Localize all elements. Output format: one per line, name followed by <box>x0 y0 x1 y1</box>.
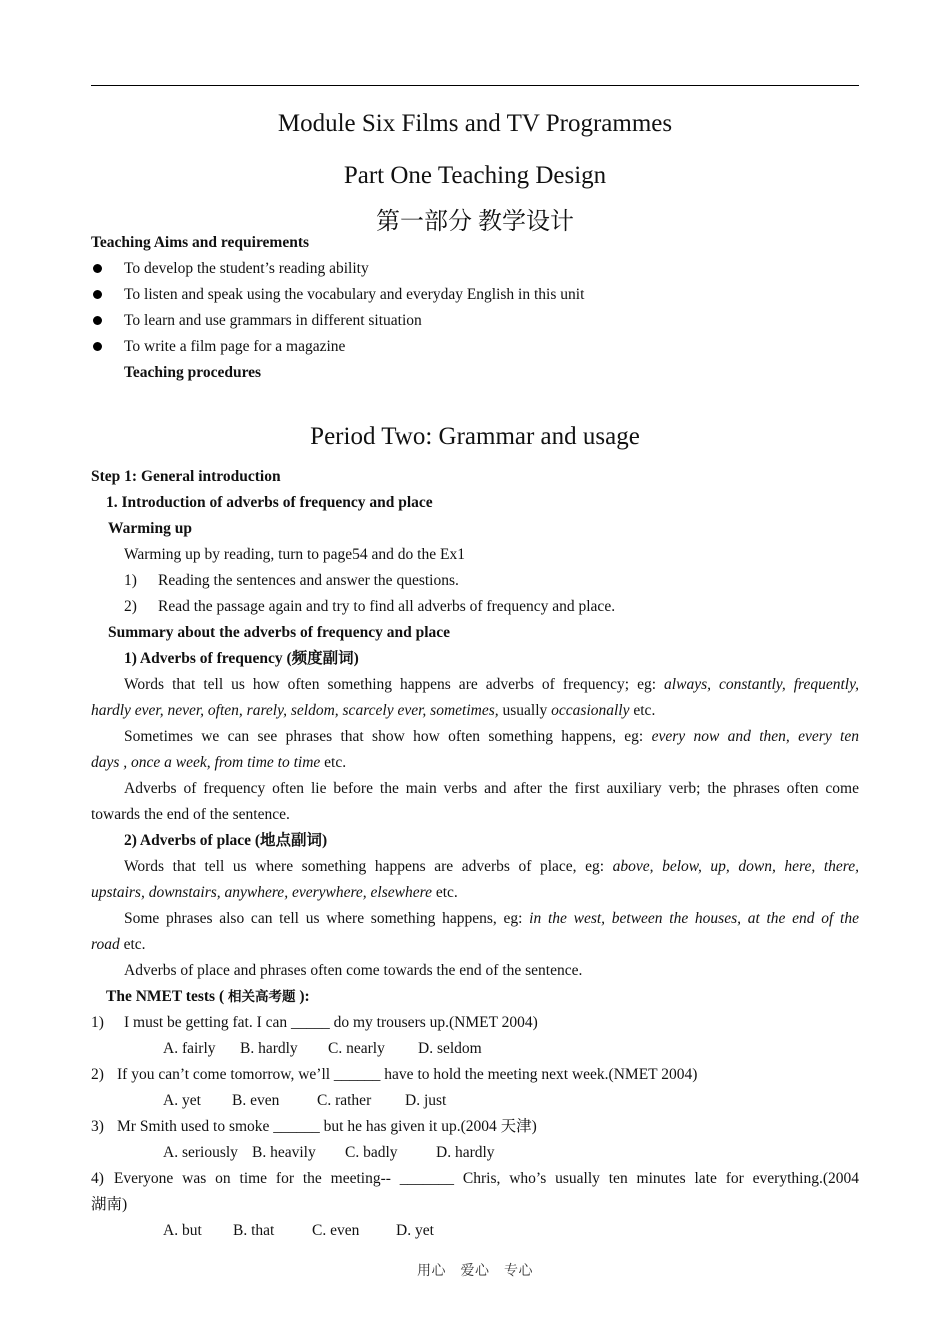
aim-item: To develop the student’s reading ability <box>124 260 369 277</box>
option: D. yet <box>396 1222 434 1239</box>
aim-item: To learn and use grammars in different situation <box>124 312 422 329</box>
place-paragraph-line: upstairs, downstairs, anywhere, everywhere, elsewhere etc. <box>91 884 458 901</box>
nmet-heading: The NMET tests ( 相关高考题 ): <box>106 988 310 1005</box>
page-footer: 用心 爱心 专心 <box>417 1264 533 1279</box>
part-title-cn: 第一部分 教学设计 <box>376 209 574 235</box>
option: D. hardly <box>436 1144 495 1161</box>
question-text: If you can’t come tomorrow, we’ll ______ have to hold the meeting next week.(NMET 2004) <box>117 1066 698 1083</box>
option: C. even <box>312 1222 360 1239</box>
aim-item: To listen and speak using the vocabulary and everyday English in this unit <box>124 286 585 303</box>
option: A. yet <box>163 1092 201 1109</box>
bullet-icon <box>93 264 102 273</box>
option: B. that <box>233 1222 275 1239</box>
place-heading: 2) Adverbs of place (地点副词) <box>124 832 328 849</box>
option: A. seriously <box>163 1144 238 1161</box>
option: B. even <box>232 1092 280 1109</box>
frequency-paragraph-line: Words that tell us how often something happens are adverbs of frequency; eg: always, constantly, frequently, <box>124 676 859 693</box>
aims-heading: Teaching Aims and requirements <box>91 234 310 251</box>
place-phrases-line: Some phrases also can tell us where something happens, eg: in the west, between the houses, at the end of the <box>124 910 859 927</box>
question-number: 3) <box>91 1118 104 1135</box>
frequency-phrases-line: Sometimes we can see phrases that show how often something happens, eg: every now and then, every ten <box>124 728 859 745</box>
part-title: Part One Teaching Design <box>343 162 607 189</box>
place-position-line: Adverbs of place and phrases often come towards the end of the sentence. <box>124 962 583 979</box>
intro-heading: 1. Introduction of adverbs of frequency and place <box>106 494 433 511</box>
option: C. badly <box>345 1144 398 1161</box>
option: A. fairly <box>163 1040 216 1057</box>
header-rule <box>91 85 859 86</box>
aim-item: To write a film page for a magazine <box>124 338 346 355</box>
warming-item-num: 1) <box>124 572 137 589</box>
summary-heading: Summary about the adverbs of frequency and place <box>108 624 451 641</box>
option: C. nearly <box>328 1040 385 1057</box>
question-text: Everyone was on time for the meeting-- _______ Chris, who’s usually ten minutes late for everything.(2004 <box>113 1170 859 1187</box>
frequency-paragraph-line: hardly ever, never, often, rarely, seldom, scarcely ever, sometimes, usually occasionally etc. <box>91 702 656 719</box>
frequency-heading: 1) Adverbs of frequency (频度副词) <box>124 650 359 667</box>
period-title: Period Two: Grammar and usage <box>310 423 640 450</box>
option: B. hardly <box>240 1040 298 1057</box>
question-text-cont: 湖南) <box>91 1196 128 1213</box>
question-number: 2) <box>91 1066 104 1083</box>
place-paragraph-line: Words that tell us where something happens are adverbs of place, eg: above, below, up, down, here, there, <box>124 858 859 875</box>
warming-item-num: 2) <box>124 598 137 615</box>
warming-text: Warming up by reading, turn to page54 and do the Ex1 <box>124 546 465 563</box>
option: D. seldom <box>418 1040 482 1057</box>
option: B. heavily <box>252 1144 316 1161</box>
module-title: Module Six Films and TV Programmes <box>277 110 673 137</box>
warming-heading: Warming up <box>108 520 192 537</box>
question-number: 4) <box>91 1170 104 1187</box>
procedures-heading: Teaching procedures <box>124 364 262 381</box>
bullet-icon <box>93 290 102 299</box>
bullet-icon <box>93 342 102 351</box>
question-number: 1) <box>91 1014 104 1031</box>
question-text: Mr Smith used to smoke ______ but he has given it up.(2004 天津) <box>117 1118 537 1135</box>
frequency-phrases-line: days , once a week, from time to time etc. <box>91 754 347 771</box>
option: A. but <box>163 1222 202 1239</box>
frequency-position-line: Adverbs of frequency often lie before the main verbs and after the first auxiliary verb; the phrases often come <box>124 780 859 797</box>
question-line <box>91 1169 859 1189</box>
warming-item-text: Reading the sentences and answer the questions. <box>158 572 459 589</box>
step1-heading: Step 1: General introduction <box>91 468 281 485</box>
warming-item-text: Read the passage again and try to find all adverbs of frequency and place. <box>158 598 616 615</box>
question-text: I must be getting fat. I can _____ do my trousers up.(NMET 2004) <box>124 1014 538 1031</box>
frequency-position-line: towards the end of the sentence. <box>91 806 290 823</box>
bullet-icon <box>93 316 102 325</box>
place-phrases-line: road etc. <box>91 936 146 953</box>
option: C. rather <box>317 1092 372 1109</box>
option: D. just <box>405 1092 447 1109</box>
